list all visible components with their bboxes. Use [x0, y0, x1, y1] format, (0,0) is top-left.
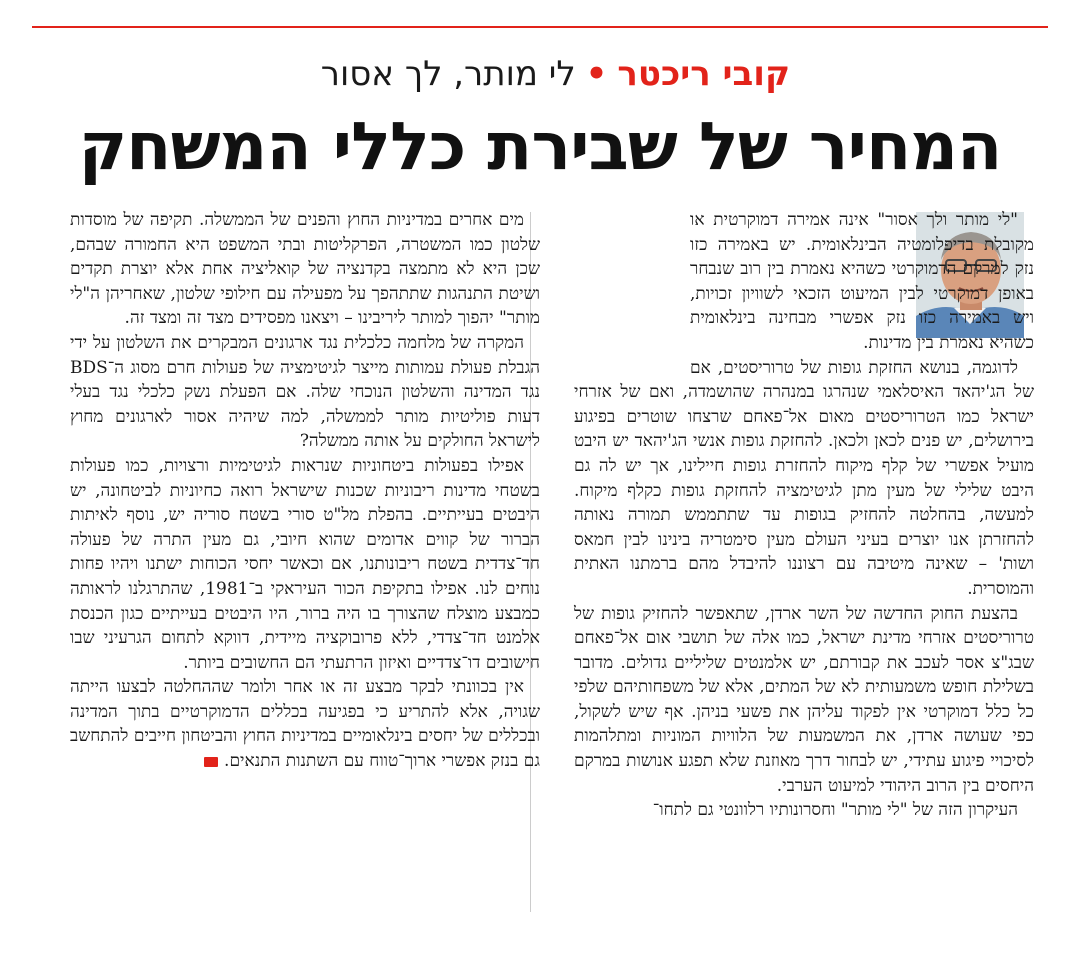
paragraph: בהצעת החוק החדשה של השר ארדן, שתאפשר להחזיק גופות של טרוריסטים אזרחי מדינת ישראל, כמו אלה של תושבי אום אל־פאחם שבג"צ אסר לעכב את קבורתם, יש אלמנטים שליליים גדולים. מדובר בשלילת חופש משמעותית לא של המתים, אלא של משפחותיהם שלפי כל כלל דמוקרטי אין לפקוד עליהן את פשעי בניהן. אף שיש לשקול, כפי שעושה ארדן, את המשמעות של הלוויות המוניות ומתלהמות לסיכויי פיגוע עתידי, יש לבחור דרך מאוזנת שלא תפגע אנושות במרקם היחסים בין הרוב היהודי למיעוט הערבי.: [574, 603, 1034, 796]
paragraph: "לי מותר ולך אסור" אינה אמירה דמוקרטית או מקובלת בדיפלומטיה הבינלאומית. יש באמירה כזו נזק למרקם הדמוקרטי כשהיא נאמרת בין רוב שנבחר באופן דמוקרטי לבין המיעוט הזכאי לשוויון זכויות, ויש באמירה כזו נזק אפשרי מבחינה בינלאומית כשהיא נאמרת בין מדינות.: [690, 210, 1034, 353]
column-name: לי מותר, לך אסור: [320, 54, 576, 94]
article-column-right: [574, 208, 1034, 823]
paragraph: לדוגמה, בנושא החזקת גופות של טרוריסטים, אם של הג'יהאד האיסלאמי שנהרגו במנהרה שהושמדה, ואם של אזרחי ישראל כמו הטרוריסטים מאום אל־פאחם שרצחו שוטרים בפיגוע בירושלים, יש פנים לכאן ולכאן. להחזקת גופות אנשי הג'יהאד יש היבט מועיל אפשרי של קלף מיקוח להחזרת גופות חיילינו, אך יש לה גם היבט שלילי של מעין מתן לגיטימציה להחזקת גופות כקלף מיקוח. למעשה, בהחלטה להחזיק בגופות עד שתתממש תמורה נאותה להחזרתן אנו יוצרים בעיני העולם מעין סימטריה בינינו לבין חמאס ושות' – שאינה מיטיבה עם רצוננו להיבדל מהם ברמתנו האתית והמוסרית.: [574, 357, 1034, 599]
byline-separator: •: [585, 54, 608, 94]
paragraph: המקרה של מלחמה כלכלית נגד ארגונים המבקרים את השלטון על ידי הגבלת פעולת עמותות מייצר לגיטימציה של פעולות חרם מסוג ה־BDS נגד המדינה והשלטון הנוכחי שלה. אם הפעלת נשק כלכלי נגד בעלי דעות פוליטיות מותר לממשלה, למה שיהיה אסור לארגונים מחוץ לישראל החולקים על אותה ממשלה?: [70, 332, 540, 452]
paragraph-text: אין בכוונתי לבקר מבצע זה או אחר ולומר שההחלטה לבצעו הייתה שגויה, אלא להתריע כי בפגיעה בכללים הדמוקרטיים בתוך המדינה ובכללים של יחסים בינלאומיים במדיניות החוץ והביטחון חייבים להתחשב גם בנזק אפשרי ארוך־טווח עם השתנות התנאים.: [70, 677, 540, 772]
paragraph: מים אחרים במדיניות החוץ והפנים של הממשלה. תקיפה של מוסדות שלטון כמו המשטרה, הפרקליטות ובתי המשפט היא החמורה שבהם, שכן היא לא מתמצה בקדנציה של קואליציה אחת אלא יוצרת תקדים ושיטת התנהגות שתתהפך על מפעילה עם חילופי שלטון, שאחריהן ה"לי מותר" יהפוך למותר ליריבינו – ויצאנו מפסידים מצד זה ומצד זה.: [70, 210, 540, 329]
headline: המחיר של שבירת כללי המשחק: [78, 108, 1002, 185]
paragraph: אפילו בפעולות ביטחוניות שנראות לגיטימיות ורצויות, כמו פעולות בשטחי מדינות ריבוניות שכנות שישראל רואה כחיוניות לביטחונה, יש היבטים בעייתיים. בהפלת מל"ט סורי בשטח סוריה יש, נוסף לאיתות הברור של קווים אדומים שהוא חיובי, גם מעין התרה של פעולה חד־צדדית בשטח ריבונותנו, אם וכאשר יחסי הכוחות ישתנו ויהיו פחות נוחים לנו. אפילו בתקיפת הכור העיראקי ב־1981, שהתרגלנו לראותה כמבצע מוצלח שהצורך בו היה ברור, היו היבטים בעייתיים כגון הכנסת אלמנט חד־צדדי, ללא פרובוקציה מיידית, דווקא לתחום הגרעיני שבו חישובים דו־צדדיים ואיזון הרתעתי הם החשובים ביותר.: [70, 455, 540, 673]
photo-wrap-space: [574, 208, 690, 358]
paragraph-last: [70, 675, 540, 773]
article-column-left: [70, 208, 540, 774]
byline: [321, 52, 790, 96]
end-of-article-icon: [204, 757, 218, 767]
author-name: קובי ריכטר: [617, 54, 790, 94]
paragraph: העיקרון הזה של "לי מותר" וחסרונותיו רלוונטי גם לתחו־: [652, 800, 1018, 821]
top-rule: [32, 26, 1048, 28]
